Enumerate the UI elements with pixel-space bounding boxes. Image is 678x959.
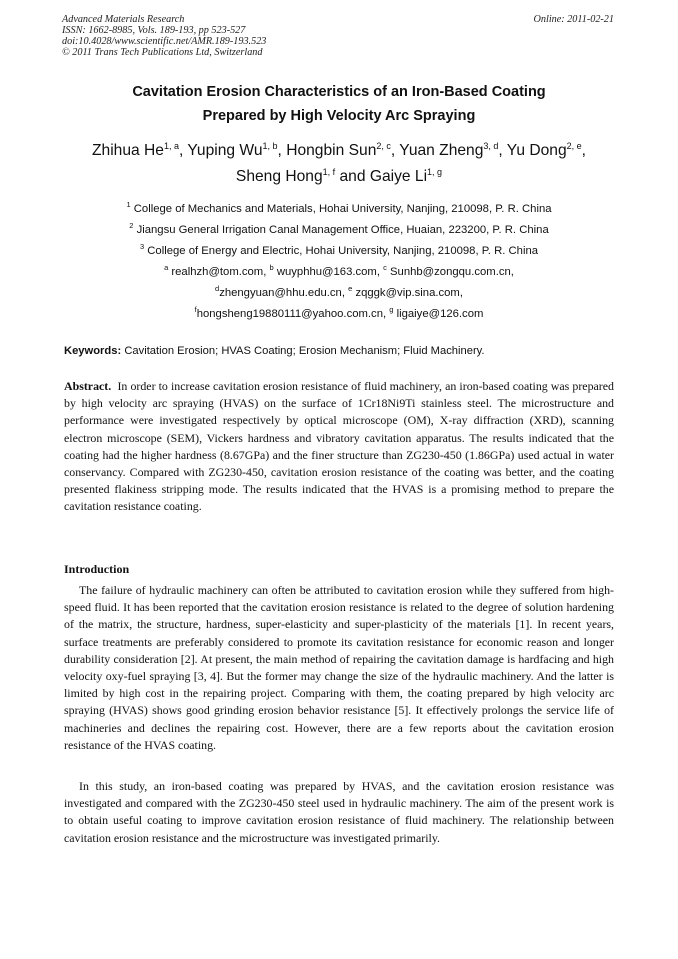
title-line-1: Cavitation Erosion Characteristics of an Iron-Based Coating xyxy=(132,84,546,100)
author-affil-marker: 3, d xyxy=(483,141,499,151)
affiliation-text: College of Mechanics and Materials, Hohai University, Nanjing, 210098, P. R. China xyxy=(133,203,552,215)
affiliation-marker: 1 xyxy=(126,200,131,209)
online-date: Online: 2011-02-21 xyxy=(533,14,614,25)
author-affil-marker: 2, c xyxy=(376,141,391,151)
affiliation-marker: 3 xyxy=(139,242,145,251)
author-name: Hongbin Sun xyxy=(286,142,377,159)
email-line-3 xyxy=(62,304,616,325)
copyright-line: © 2011 Trans Tech Publications Ltd, Switzerland xyxy=(62,47,263,58)
author-list xyxy=(62,138,616,190)
introduction-heading: Introduction xyxy=(64,562,130,576)
email-b[interactable]: wuyphhu@163.com, xyxy=(276,266,380,278)
author-name: Yuping Wu xyxy=(187,142,263,159)
abstract-text: In order to increase cavitation erosion resistance of fluid machinery, an iron-based coating was prepared by high velocity arc spraying (HVAS) on the surface of 1Cr18Ni9Ti stainless steel. The microstructure and performance were investigated respectively by optical microscope (OM), X-ray diffraction (XRD), scanning electron microscope (SEM), Vickers hardness and vibratory cavitation apparatus. The results indicated that the coating had the higher hardness (8.67GPa) and the finer structure than ZG230-450 (1.86GPa) used actual in water conservancy. Compared with ZG230-450, cavitation erosion resistance of the coating was better, and the coating presented flakiness stripping mode. The results indicated that the HVAS is a promising method to prepare the cavitation resistance coating. xyxy=(64,379,614,514)
journal-name: Advanced Materials Research xyxy=(62,14,185,25)
author-separator: , xyxy=(277,142,287,159)
author-affil-marker: 2, e xyxy=(566,141,582,151)
issn-line: ISSN: 1662-8985, Vols. 189-193, pp 523-527 xyxy=(62,25,246,36)
paper-title xyxy=(62,80,616,128)
abstract-section xyxy=(64,378,614,516)
email-e[interactable]: zqggk@vip.sina.com, xyxy=(355,287,463,299)
author-separator: , xyxy=(178,142,188,159)
introduction-paragraph-1: The failure of hydraulic machinery can often be attributed to cavitation erosion while they suffered from high-speed fluid. It has been reported that the cavitation erosion resistance is related to the degree of solution hardening of the matrix, the structure, hardness, super-elasticity and super-plasticity of the materials [1]. In recent years, surface treatments are preferably considered to promote its cavitation resistance for economic reason and longer durability consideration [2]. At present, the main method of repairing the cavitation damage is hardfacing and high velocity oxy-fuel spraying [3, 4]. But the former may change the size of the hydraulic machinery. And the latter is limited by high cost in the repairing project. Comparing with them, the coating prepared by high velocity arc spraying (HVAS) shows good grinding erosion behavior resistance [5]. It effectively prolongs the service life of machineries and declines the repairing cost. However, there are a few reports about the cavitation erosion resistance of the HVAS coating. xyxy=(64,583,614,752)
email-d[interactable]: zhengyuan@hhu.edu.cn, xyxy=(219,287,345,299)
author-affil-marker: 1, g xyxy=(427,167,443,177)
email-marker: b xyxy=(269,263,274,272)
keywords-text: Cavitation Erosion; HVAS Coating; Erosion Mechanism; Fluid Machinery. xyxy=(124,345,485,357)
author-separator: , xyxy=(498,142,507,159)
affiliation-1 xyxy=(62,199,616,220)
author-name: Gaiye Li xyxy=(369,168,428,185)
author-affil-marker: 1, a xyxy=(163,141,179,151)
email-f[interactable]: hongsheng19880111@yahoo.com.cn, xyxy=(196,308,387,320)
affiliation-marker: 2 xyxy=(129,221,134,230)
email-marker: c xyxy=(383,263,387,272)
email-marker: d xyxy=(215,284,220,293)
author-name: Yuan Zheng xyxy=(399,142,484,159)
email-c[interactable]: Sunhb@zongqu.com.cn, xyxy=(390,266,514,278)
email-marker: a xyxy=(164,263,169,272)
author-line-2 xyxy=(62,164,616,190)
keywords-label: Keywords: xyxy=(64,345,122,357)
email-line-1 xyxy=(62,262,616,283)
author-line-1 xyxy=(62,138,616,164)
affiliation-text: College of Energy and Electric, Hohai University, Nanjing, 210098, P. R. China xyxy=(147,245,539,257)
doi-line: doi:10.4028/www.scientific.net/AMR.189-193.523 xyxy=(62,36,267,47)
affiliation-3 xyxy=(62,241,616,262)
author-separator: and xyxy=(335,168,370,185)
email-marker: f xyxy=(194,305,197,314)
introduction-paragraph-2: In this study, an iron-based coating was prepared by HVAS, and the cavitation erosion resistance was investigated and compared with the ZG230-450 steel used in hydraulic machinery. The aim of the present work is to obtain useful coating to improve cavitation erosion resistance of fluid machinery. The relationship between cavitation erosion resistance and the microstructure was investigated primarily. xyxy=(64,779,614,845)
email-g[interactable]: ligaiye@126.com xyxy=(396,308,484,320)
email-marker: e xyxy=(348,284,353,293)
email-a[interactable]: realhzh@tom.com, xyxy=(171,266,267,278)
author-name: Sheng Hong xyxy=(235,168,323,185)
journal-header xyxy=(62,14,614,58)
author-name: Yu Dong xyxy=(506,142,567,159)
author-separator: , xyxy=(390,142,400,159)
author-name: Zhihua He xyxy=(92,142,164,159)
affiliation-2 xyxy=(62,220,616,241)
email-line-2 xyxy=(62,283,616,304)
author-affil-marker: 1, b xyxy=(262,141,278,151)
keywords-section xyxy=(64,343,616,359)
affiliation-text: Jiangsu General Irrigation Canal Management Office, Huaian, 223200, P. R. China xyxy=(136,224,549,236)
title-line-2: Prepared by High Velocity Arc Spraying xyxy=(202,108,476,124)
affiliations xyxy=(62,199,616,325)
author-separator: , xyxy=(581,142,586,159)
email-marker: g xyxy=(389,305,394,314)
author-affil-marker: 1, f xyxy=(322,167,336,177)
abstract-label: Abstract. xyxy=(64,379,112,393)
